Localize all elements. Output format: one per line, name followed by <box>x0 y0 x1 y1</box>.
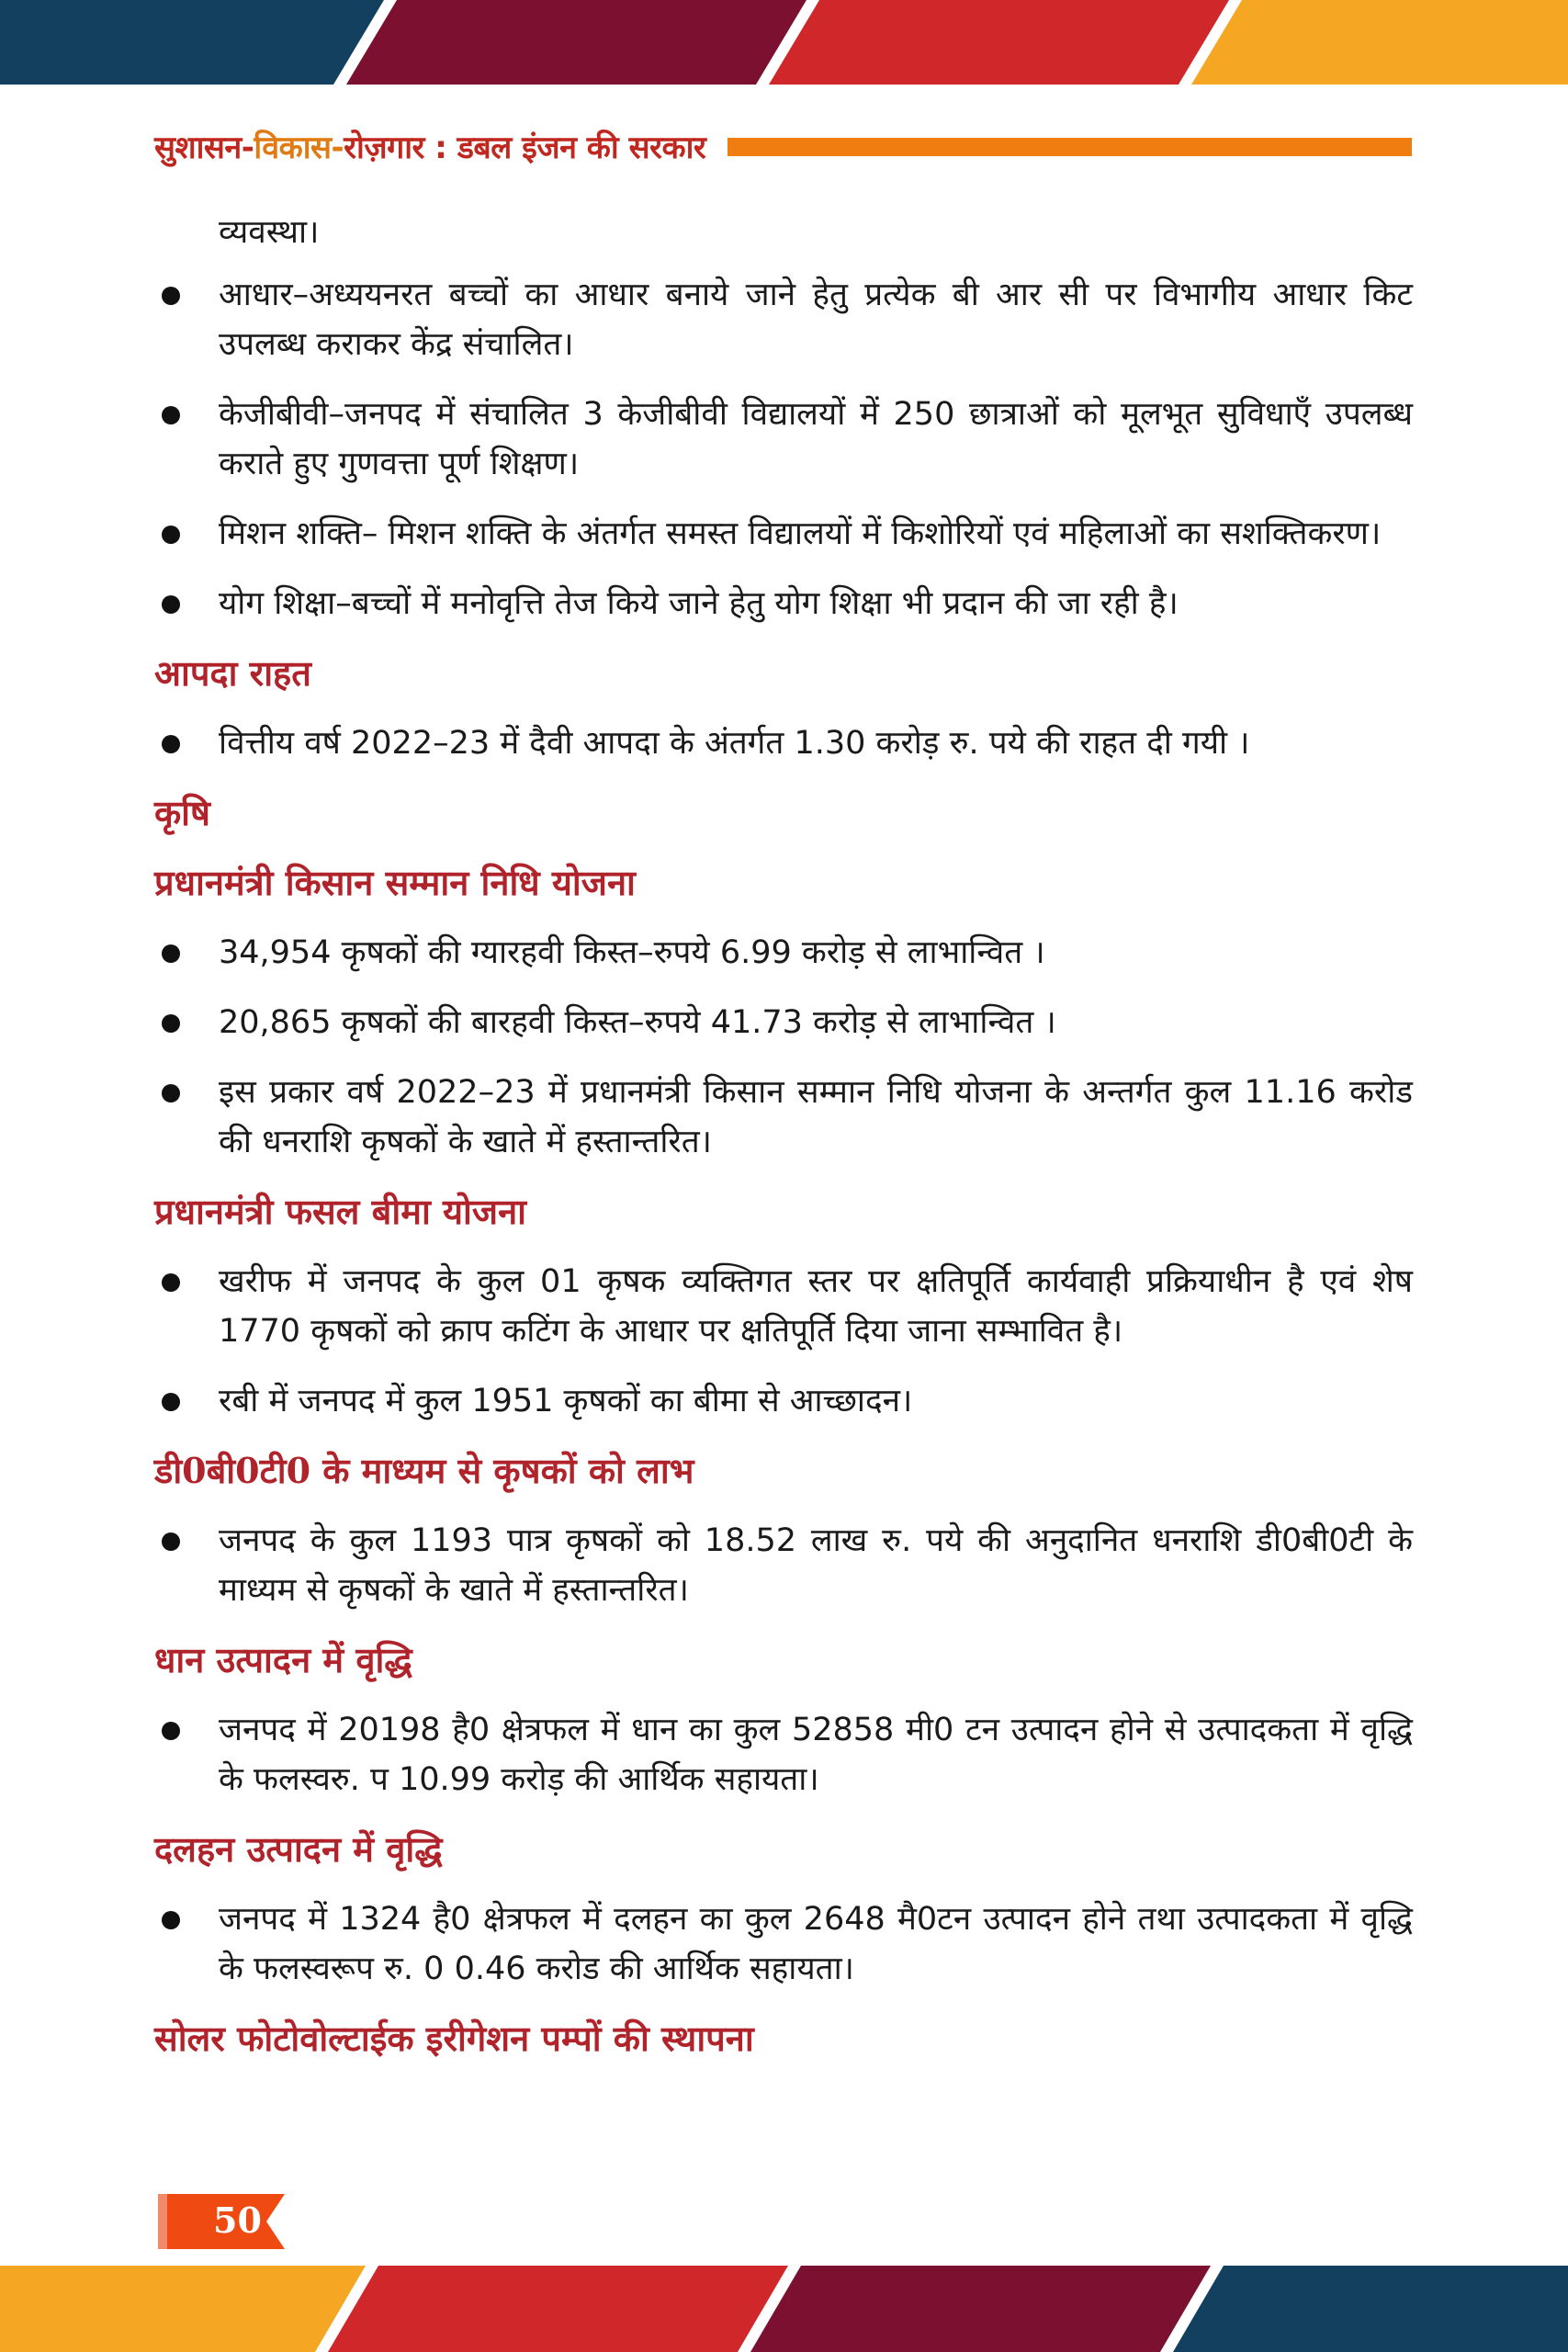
bullet-icon <box>162 944 180 963</box>
section-heading-disaster: आपदा राहत <box>154 652 311 694</box>
bullet-icon <box>162 595 180 614</box>
list-item-text: योग शिक्षा–बच्चों में मनोवृत्ति तेज किये जाने हेतु योग शिक्षा भी प्रदान की जा रही है। <box>219 585 1179 622</box>
bullet-icon <box>162 1393 180 1411</box>
bullet-icon <box>162 735 180 753</box>
header-title-part-3: रोज़गार : डबल इंजन की सरकार <box>344 130 706 166</box>
bullet-icon <box>162 1722 180 1740</box>
list-item-text: खरीफ में जनपद के कुल 01 कृषक व्यक्तिगत स्तर पर क्षतिपूर्ति कार्यवाही प्रक्रियाधीन है एवं शेष 1770 कृषकों को क्राप कटिंग के आधार पर क्षतिपूर्ति दिया जाना सम्भावित है। <box>219 1263 1413 1350</box>
header-title-part-1: सुशासन- <box>154 130 254 166</box>
bullet-icon <box>162 1532 180 1551</box>
section-heading-paddy: धान उत्पादन में वृद्धि <box>154 1639 412 1680</box>
list-item-text: केजीबीवी–जनपद में संचालित 3 केजीबीवी विद्यालयों में 250 छात्राओं को मूलभूत सुविधाएँ उपलब्ध कराते हुए गुणवत्ता पूर्ण शिक्षण। <box>219 396 1413 482</box>
bullet-icon <box>162 406 180 424</box>
list-item-text: जनपद में 1324 है0 क्षेत्रफल में दलहन का कुल 2648 मै0टन उत्पादन होने तथा उत्पादकता में वृद्धि के फलस्वरूप रु. 0 0.46 करोड की आर्थिक सहायता। <box>219 1901 1413 1987</box>
section-heading-pm-kisan: प्रधानमंत्री किसान सम्मान निधि योजना <box>154 862 636 903</box>
page-number-badge <box>158 2188 285 2255</box>
list-item-text: जनपद में 20198 है0 क्षेत्रफल में धान का कुल 52858 मी0 टन उत्पादन होने से उत्पादकता में वृद्धि के फलस्वरु. प 10.99 करोड़ की आर्थिक सहायता। <box>219 1712 1413 1798</box>
bullet-icon <box>162 1273 180 1292</box>
header-rule <box>728 138 1412 156</box>
list-item <box>154 1068 1413 1167</box>
bottom-color-band <box>0 2266 1568 2352</box>
list-item-text: रबी में जनपद में कुल 1951 कृषकों का बीमा से आच्छादन। <box>219 1383 913 1419</box>
list-item-text: मिशन शक्ति– मिशन शक्ति के अंतर्गत समस्त विद्यालयों में किशोरियों एवं महिलाओं का सशक्तिकरण। <box>219 515 1382 552</box>
list-item-text: वित्तीय वर्ष 2022–23 में दैवी आपदा के अंतर्गत 1.30 करोड़ रु. पये की राहत दी गयी । <box>219 725 1250 762</box>
list-item-text: जनपद के कुल 1193 पात्र कृषकों को 18.52 लाख रु. पये की अनुदानित धनराशि डी0बी0टी के माध्यम से कृषकों के खाते में हस्तान्तरित। <box>219 1522 1413 1609</box>
bullet-icon <box>162 526 180 544</box>
list-item <box>154 1376 1413 1426</box>
list-item <box>154 390 1413 489</box>
list-item <box>154 718 1413 768</box>
list-item-text: इस प्रकार वर्ष 2022–23 में प्रधानमंत्री किसान सम्मान निधि योजना के अन्तर्गत कुल 11.16 करोड की धनराशि कृषकों के खाते में हस्तान्तरित। <box>219 1074 1413 1160</box>
list-item <box>154 1516 1413 1615</box>
list-item <box>154 1894 1413 1994</box>
list-item <box>154 509 1413 559</box>
list-item <box>154 998 1413 1047</box>
list-item <box>154 1705 1413 1804</box>
list-item <box>154 928 1413 978</box>
bullet-icon <box>162 1911 180 1929</box>
top-color-band <box>0 0 1568 85</box>
continued-text: व्यवस्था। <box>219 214 320 251</box>
list-item-text: 20,865 कृषकों की बारहवी किस्त–रुपये 41.73 करोड़ से लाभान्वित । <box>219 1004 1056 1041</box>
list-item <box>154 270 1413 369</box>
bullet-icon <box>162 1014 180 1033</box>
list-item <box>154 1257 1413 1356</box>
list-item-text: आधार–अध्ययनरत बच्चों का आधार बनाये जाने हेतु प्रत्येक बी आर सी पर विभागीय आधार किट उपलब्ध कराकर केंद्र संचालित। <box>219 277 1413 363</box>
page-number: 50 <box>213 2199 262 2241</box>
section-heading-solar: सोलर फोटोवोल्टाईक इरीगेशन पम्पों की स्थापना <box>154 2018 754 2059</box>
list-item-text: 34,954 कृषकों की ग्यारहवी किस्त–रुपये 6.99 करोड़ से लाभान्वित । <box>219 934 1045 971</box>
page-content <box>154 208 1413 2084</box>
section-heading-pulse: दलहन उत्पादन में वृद्धि <box>154 1828 443 1870</box>
header-title-part-2: विकास- <box>254 130 344 166</box>
bullet-icon <box>162 287 180 305</box>
bullet-icon <box>162 1084 180 1102</box>
running-header-title <box>154 125 705 167</box>
section-heading-dbt: डी0बी0टी0 के माध्यम से कृषकों को लाभ <box>154 1450 694 1491</box>
section-heading-fasal-bima: प्रधानमंत्री फसल बीमा योजना <box>154 1191 527 1232</box>
list-item <box>154 579 1413 628</box>
section-heading-agriculture: कृषि <box>154 792 210 833</box>
